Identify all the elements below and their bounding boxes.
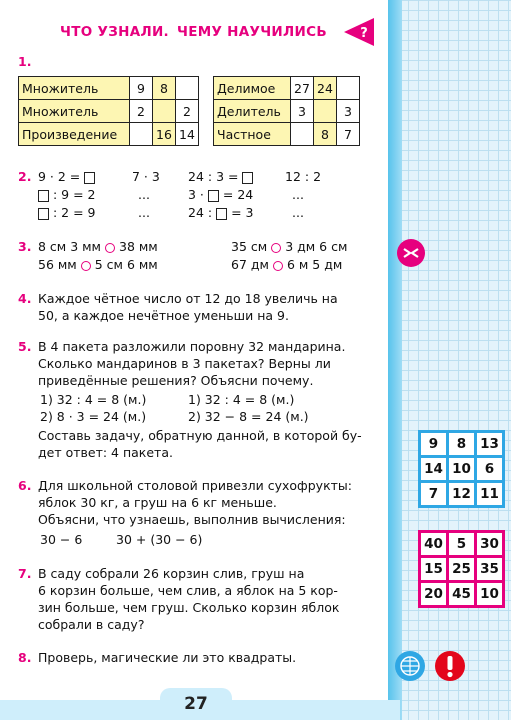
square-cell: 14 — [421, 458, 446, 480]
table-cell: 8 — [153, 77, 176, 100]
task-2-row-2c — [188, 186, 253, 203]
expr: 24 : — [188, 205, 213, 220]
exclamation-icon — [434, 650, 466, 682]
globe-icon — [394, 650, 426, 682]
compare-icon — [396, 238, 426, 268]
task-5-line: В 4 пакета разложили поровну 32 мандарина. — [38, 339, 346, 354]
task-3-row-1a — [38, 238, 158, 255]
expr: 56 мм — [38, 257, 77, 272]
task-7-line: зин больше, чем груш. Сколько корзин яблок — [38, 600, 340, 615]
table-label: Делимое — [214, 77, 291, 100]
compare-circle — [81, 261, 91, 271]
task-1-number: 1. — [18, 54, 32, 69]
task-3-number: 3. — [18, 239, 32, 254]
compare-circle — [105, 243, 115, 253]
task-5-line: приведённые решения? Объясни почему. — [38, 373, 314, 388]
margin-stripe — [388, 0, 402, 720]
task-7-line: собрали в саду? — [38, 617, 145, 632]
question-flag-icon — [344, 18, 374, 46]
task-7-line: В саду собрали 26 корзин слив, груш на — [38, 566, 305, 581]
solution-step: 2) 8 · 3 = 24 (м.) — [40, 409, 147, 424]
square-cell: 45 — [449, 583, 474, 605]
square-cell: 10 — [449, 458, 474, 480]
table-cell — [291, 123, 314, 146]
expr: 12 : 2 — [285, 169, 322, 184]
blank-box — [216, 208, 227, 220]
square-cell: 5 — [449, 533, 474, 555]
task-4-line: Каждое чётное число от 12 до 18 увеличь на — [38, 291, 338, 306]
square-cell: 13 — [477, 433, 502, 455]
expr: ... — [292, 205, 304, 220]
task-5-line: Сколько мандаринов в 3 пакетах? Верны ли — [38, 356, 331, 371]
square-cell: 20 — [421, 583, 446, 605]
table-cell: 8 — [314, 123, 337, 146]
expr: 7 · 3 — [132, 169, 160, 184]
task-3-row-2a — [38, 256, 158, 273]
table-row — [19, 100, 199, 123]
task-8-line: Проверь, магические ли это квадраты. — [38, 650, 297, 665]
square-cell: 30 — [477, 533, 502, 555]
compare-circle — [271, 243, 281, 253]
table-cell — [153, 100, 176, 123]
table-label: Множитель — [19, 100, 130, 123]
table-cell: 27 — [291, 77, 314, 100]
task-6-line: Объясни, что узнаешь, выполнив вычисления: — [38, 512, 346, 527]
task-2-row-3 — [38, 204, 96, 221]
expr: 6 м 5 дм — [286, 257, 343, 272]
task-6-line: Для школьной столовой привезли сухофрукты: — [38, 478, 352, 493]
table-cell: 2 — [176, 100, 199, 123]
task-2-row-3c — [188, 204, 253, 221]
expr: 5 см 6 мм — [94, 257, 158, 272]
blank-box — [84, 172, 95, 184]
table-cell: 7 — [337, 123, 360, 146]
magic-square-pink — [418, 530, 505, 608]
page-title — [60, 24, 335, 40]
solution-step: 2) 32 − 8 = 24 (м.) — [188, 409, 309, 424]
task-5-number: 5. — [18, 339, 32, 354]
task-4-number: 4. — [18, 291, 32, 306]
table-label: Множитель — [19, 77, 130, 100]
table-cell — [130, 123, 153, 146]
square-cell: 10 — [477, 583, 502, 605]
task-2-row-1 — [38, 168, 95, 185]
blank-box — [208, 190, 219, 202]
table-row — [214, 123, 360, 146]
task-5-line: дет ответ: 4 пакета. — [38, 445, 173, 460]
magic-square-blue — [418, 430, 505, 508]
expr: 35 см — [231, 239, 268, 254]
blank-box — [242, 172, 253, 184]
task-6-line: яблок 30 кг, а груш на 6 кг меньше. — [38, 495, 277, 510]
expr: 9 · 2 = — [38, 169, 81, 184]
expr: 38 мм — [119, 239, 158, 254]
square-cell: 12 — [449, 483, 474, 505]
task-3-row-1b — [231, 238, 347, 255]
expression: 30 + (30 − 6) — [116, 532, 203, 547]
expr: ... — [292, 187, 304, 202]
expr: 3 дм 6 см — [285, 239, 348, 254]
question-flag-text: ? — [360, 26, 368, 41]
expr: ... — [138, 205, 150, 220]
table-cell: 3 — [337, 100, 360, 123]
blank-box — [38, 190, 49, 202]
table-label: Произведение — [19, 123, 130, 146]
square-cell: 9 — [421, 433, 446, 455]
expr: 24 : 3 = — [188, 169, 239, 184]
expr: = 24 — [222, 187, 254, 202]
square-cell: 25 — [449, 558, 474, 580]
task-5-line: Составь задачу, обратную данной, в которой бу- — [38, 428, 362, 443]
task-6-number: 6. — [18, 478, 32, 493]
expr: = 3 — [231, 205, 254, 220]
solution-step: 1) 32 : 4 = 8 (м.) — [40, 392, 147, 407]
task-2-row-1c — [188, 168, 253, 185]
expr: 8 см 3 мм — [38, 239, 101, 254]
task-4-line: 50, а каждое нечётное уменьши на 9. — [38, 308, 289, 323]
table-row — [19, 123, 199, 146]
task-2-number: 2. — [18, 169, 32, 184]
table-cell — [314, 100, 337, 123]
task-7-number: 7. — [18, 566, 32, 581]
square-cell: 40 — [421, 533, 446, 555]
task-7-line: 6 корзин больше, чем слив, а яблок на 5 кор- — [38, 583, 338, 598]
table-row — [214, 77, 360, 100]
task-2-row-2 — [38, 186, 96, 203]
table-cell: 3 — [291, 100, 314, 123]
page-number: 27 — [160, 688, 232, 720]
title-part-2: ЧЕМУ НАУЧИЛИСЬ — [176, 24, 327, 40]
square-cell: 15 — [421, 558, 446, 580]
table-cell: 24 — [314, 77, 337, 100]
table-cell: 9 — [130, 77, 153, 100]
blank-box — [38, 208, 49, 220]
compare-circle — [273, 261, 283, 271]
grid-margin — [388, 0, 511, 720]
square-cell: 11 — [477, 483, 502, 505]
table-division — [213, 76, 360, 146]
table-cell — [337, 77, 360, 100]
square-cell: 8 — [449, 433, 474, 455]
expr: ... — [138, 187, 150, 202]
task-8-number: 8. — [18, 650, 32, 665]
expr: : 9 = 2 — [52, 187, 96, 202]
expr: 67 дм — [231, 257, 269, 272]
table-cell: 2 — [130, 100, 153, 123]
table-cell — [176, 77, 199, 100]
task-3-row-2b — [231, 256, 342, 273]
expr: 3 · — [188, 187, 204, 202]
solution-step: 1) 32 : 4 = 8 (м.) — [188, 392, 295, 407]
table-label: Частное — [214, 123, 291, 146]
square-cell: 7 — [421, 483, 446, 505]
expr: : 2 = 9 — [52, 205, 96, 220]
square-cell: 35 — [477, 558, 502, 580]
square-cell: 6 — [477, 458, 502, 480]
table-cell: 14 — [176, 123, 199, 146]
expression: 30 − 6 — [40, 532, 83, 547]
title-part-1: ЧТО УЗНАЛИ. — [60, 24, 169, 40]
table-row — [19, 77, 199, 100]
table-cell: 16 — [153, 123, 176, 146]
table-label: Делитель — [214, 100, 291, 123]
table-row — [214, 100, 360, 123]
table-multiplication — [18, 76, 199, 146]
